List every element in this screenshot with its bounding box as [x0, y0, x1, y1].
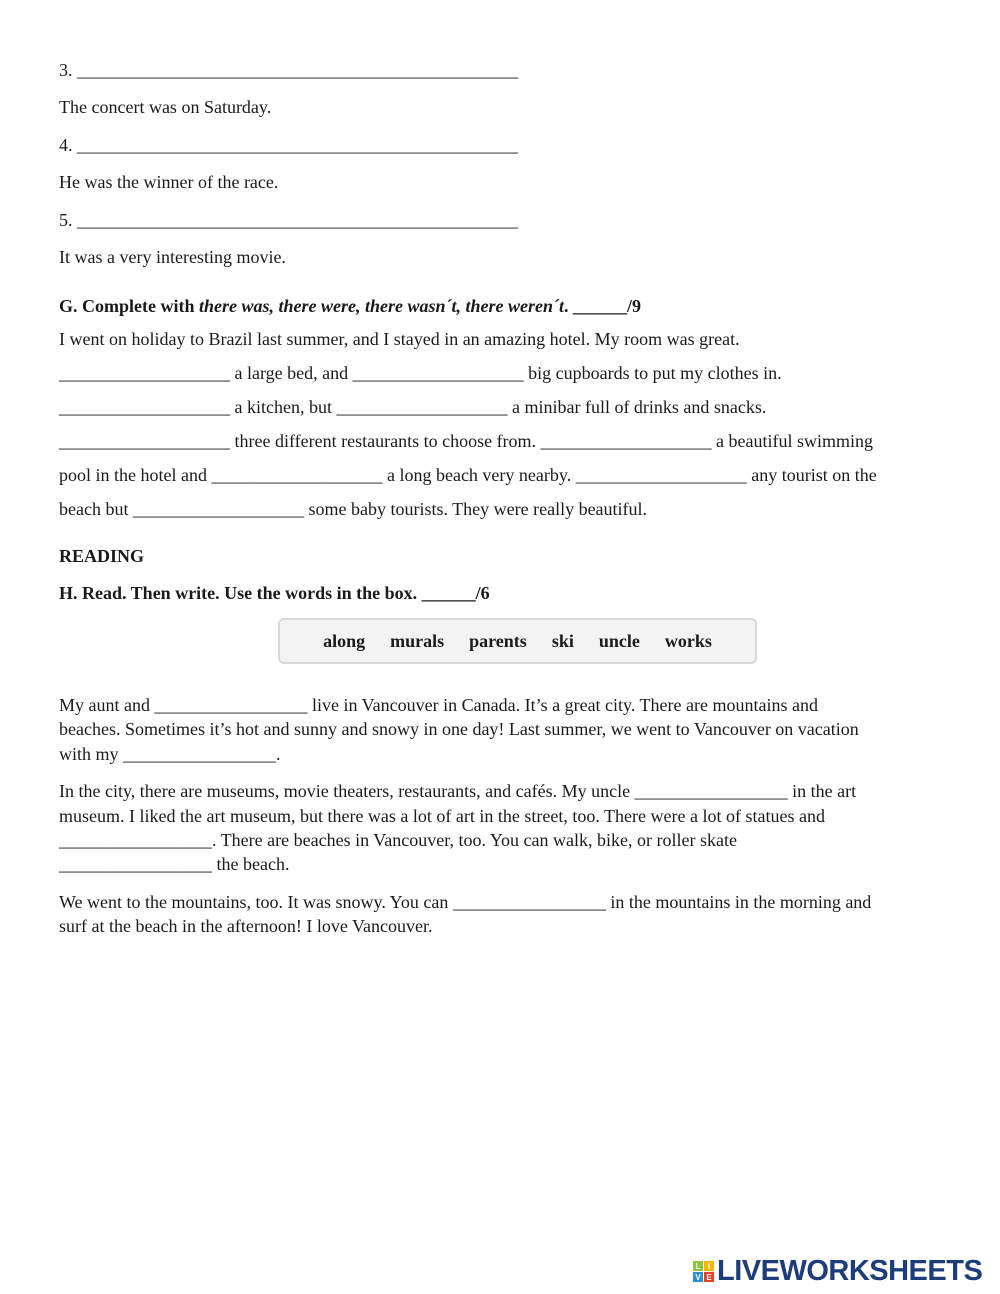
- word: works: [664, 630, 712, 651]
- text-line[interactable]: ___________________ a kitchen, but ___________________ a minibar full of drinks and snacks.: [59, 397, 767, 417]
- word: along: [323, 630, 366, 651]
- item-number: 5.: [59, 210, 77, 230]
- text-line[interactable]: beach but ___________________ some baby tourists. They were really beautiful.: [59, 499, 648, 519]
- reading-title: READING: [59, 546, 145, 566]
- heading-prefix: G. Complete with: [59, 296, 199, 316]
- word: murals: [390, 630, 445, 651]
- text-line[interactable]: We went to the mountains, too. It was snowy. You can _________________ in the mountains in the morning and: [59, 892, 872, 912]
- logo-tiles-icon: [693, 1261, 714, 1282]
- answer-text: He was the winner of the race.: [59, 172, 279, 192]
- blank[interactable]: _________________________________________________: [77, 135, 518, 155]
- logo-tile: V: [693, 1272, 703, 1282]
- text-line[interactable]: My aunt and _________________ live in Vancouver in Canada. It’s a great city. There are mountains and: [59, 695, 818, 715]
- logo-text: LIVEWORKSHEETS: [717, 1255, 983, 1287]
- text-line: I went on holiday to Brazil last summer, and I stayed in an amazing hotel. My room was great.: [59, 329, 740, 349]
- text-line[interactable]: _________________. There are beaches in Vancouver, too. You can walk, bike, or roller skate: [59, 830, 737, 850]
- section-g-heading: [59, 295, 641, 317]
- liveworksheets-logo: [693, 1255, 982, 1288]
- text-line: museum. I liked the art museum, but there was a lot of art in the street, too. There were a lot of statues and: [59, 806, 825, 826]
- heading-options: there was, there were, there wasn´t, there weren´t: [198, 296, 564, 316]
- item-number: 4.: [59, 135, 77, 155]
- text-line[interactable]: In the city, there are museums, movie theaters, restaurants, and cafés. My uncle _________________ in the art: [59, 781, 857, 801]
- blank[interactable]: _________________________________________________: [77, 60, 518, 80]
- text-line[interactable]: pool in the hotel and ___________________ a long beach very nearby. ___________________ any tourist on the: [59, 465, 877, 485]
- text-line[interactable]: ___________________ a large bed, and ___________________ big cupboards to put my clothes in.: [59, 363, 782, 383]
- heading-score: . ______/9: [563, 296, 641, 316]
- text-line: beaches. Sometimes it’s hot and sunny and snowy in one day! Last summer, we went to Vancouver on vacation: [59, 719, 859, 739]
- word: ski: [551, 630, 574, 651]
- answer-line-5[interactable]: [59, 209, 518, 231]
- answer-line-4[interactable]: [59, 134, 518, 156]
- logo-tile: E: [704, 1272, 714, 1282]
- answer-text: It was a very interesting movie.: [59, 247, 286, 267]
- blank[interactable]: _________________________________________________: [77, 210, 518, 230]
- logo-tile: L: [693, 1261, 703, 1271]
- text-line: surf at the beach in the afternoon! I love Vancouver.: [59, 916, 433, 936]
- answer-text: The concert was on Saturday.: [59, 97, 272, 117]
- word-box: [278, 618, 757, 664]
- word: parents: [469, 630, 527, 651]
- logo-tile: I: [704, 1261, 714, 1271]
- text-line[interactable]: _________________ the beach.: [59, 854, 290, 874]
- section-h-heading: H. Read. Then write. Use the words in the box. ______/6: [59, 583, 490, 603]
- answer-line-3[interactable]: [59, 59, 518, 81]
- word: uncle: [598, 630, 640, 651]
- text-line[interactable]: ___________________ three different restaurants to choose from. ___________________ a beautiful swimming: [59, 431, 874, 451]
- text-line[interactable]: with my _________________.: [59, 744, 281, 764]
- item-number: 3.: [59, 60, 77, 80]
